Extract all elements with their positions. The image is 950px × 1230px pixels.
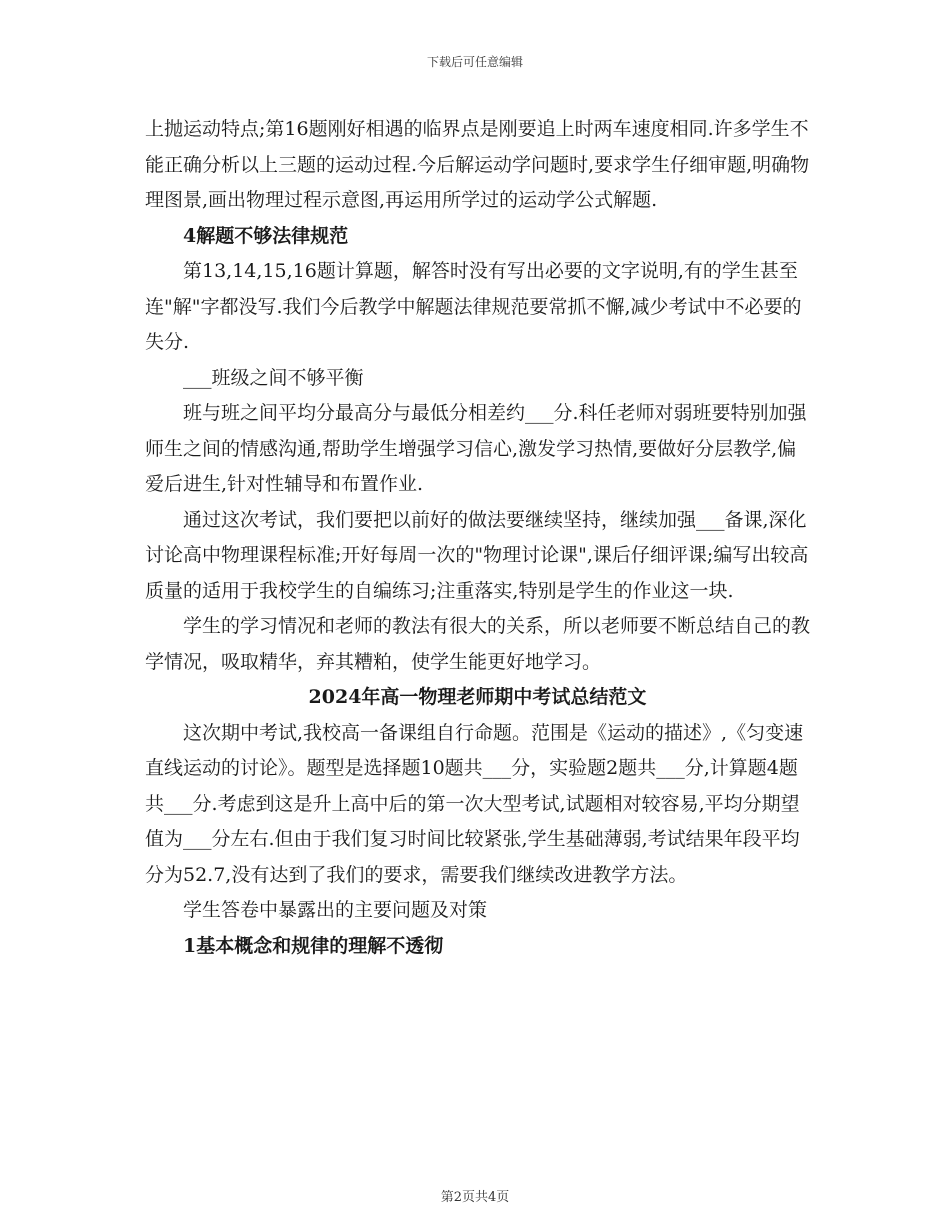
- body-paragraph: 学生的学习情况和老师的教法有很大的关系，所以老师要不断总结自己的教学情况，吸取精华，弃其糟粕，使学生能更好地学习。: [145, 615, 811, 673]
- section-heading: ___班级之间不够平衡: [183, 366, 364, 389]
- document-title: 2024年高一物理老师期中考试总结范文: [308, 686, 647, 708]
- section-heading: 4解题不够法律规范: [183, 224, 349, 247]
- page-header: 下载后可任意编辑: [426, 55, 523, 69]
- body-paragraph: 通过这次考试，我们要把以前好的做法要继续坚持，继续加强___备课,深化讨论高中物理课程标准;开好每周一次的"物理讨论课",课后仔细评课;编写出较高质量的适用于我校学生的自编练习;注重落实,特别是学生的作业这一块.: [145, 508, 809, 602]
- body-paragraph: 第13,14,15,16题计算题，解答时没有写出必要的文字说明,有的学生甚至连"解"字都没写.我们今后教学中解题法律规范要常抓不懈,减少考试中不必要的失分.: [145, 260, 802, 353]
- page-footer: 第2页共4页: [440, 1190, 510, 1205]
- body-paragraph: 这次期中考试,我校高一备课组自行命题。范围是《运动的描述》,《匀变速直线运动的讨论》。题型是选择题10题共___分，实验题2题共___分,计算题4题共___分.考虑到这是升上高中后的第一次大型考试,试题相对较容易,平均分期望值为___分左右.但由于我们复习时间比较紧张,学生基础薄弱,考试结果年段平均分为52.7,没有达到了我们的要求，需要我们继续改进教学方法。: [145, 721, 804, 886]
- section-heading: 1基本概念和规律的理解不透彻: [183, 934, 444, 957]
- body-paragraph: 上抛运动特点;第16题刚好相遇的临界点是刚要追上时两车速度相同.许多学生不能正确分析以上三题的运动过程.今后解运动学问题时,要求学生仔细审题,明确物理图景,画出物理过程示意图,再运用所学过的运动学公式解题.: [145, 118, 810, 211]
- section-heading: 学生答卷中暴露出的主要问题及对策: [183, 899, 488, 921]
- body-paragraph: 班与班之间平均分最高分与最低分相差约___分.科任老师对弱班要特别加强师生之间的情感沟通,帮助学生增强学习信心,激发学习热情,要做好分层教学,偏爱后进生,针对性辅导和布置作业.: [145, 402, 807, 495]
- document-body: [145, 112, 810, 964]
